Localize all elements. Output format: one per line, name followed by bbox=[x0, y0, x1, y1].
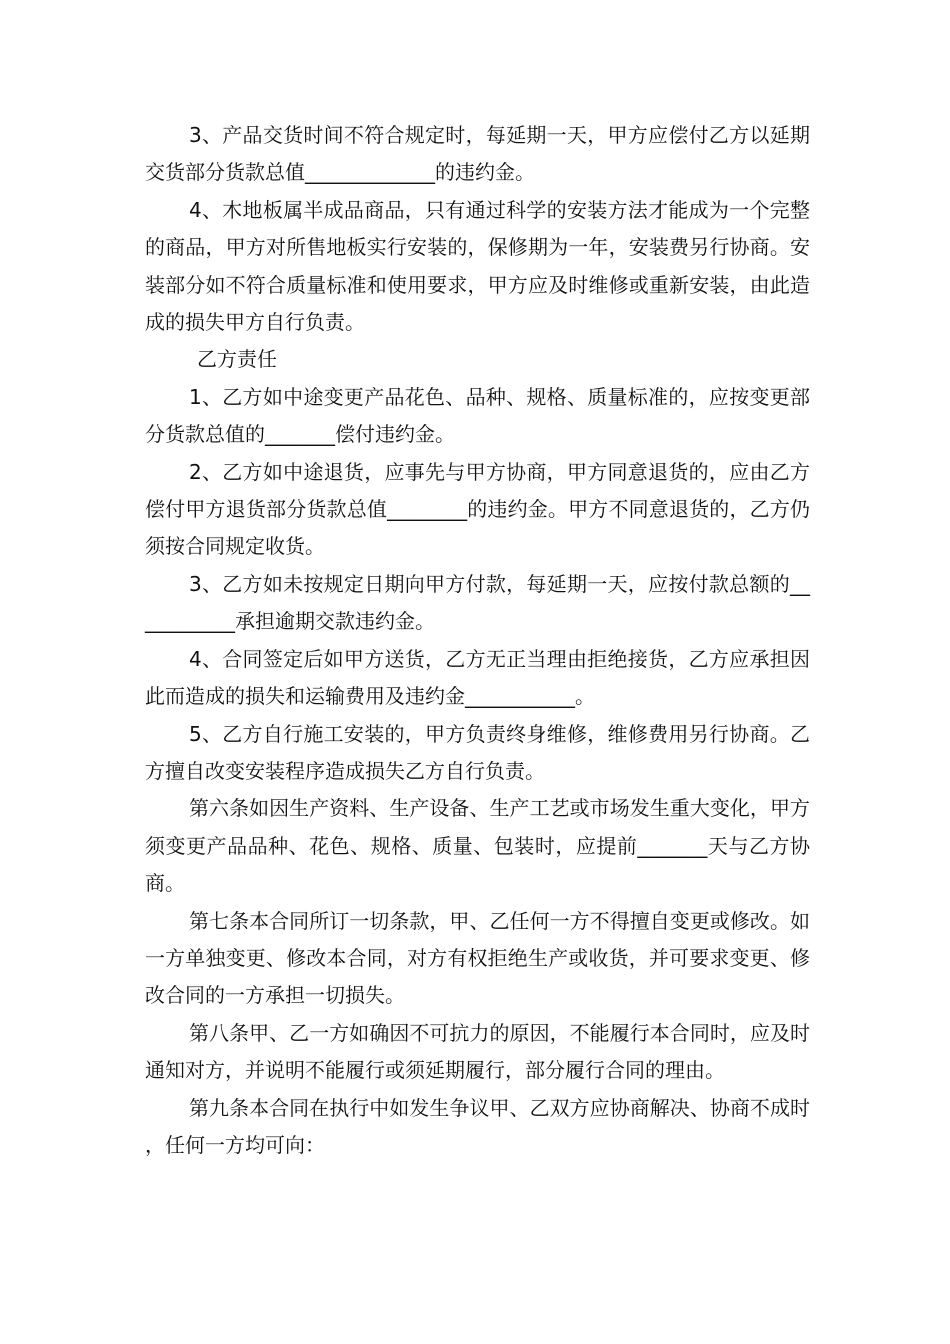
contract-text bbox=[145, 117, 810, 1164]
clause-party-b-2: 2、乙方如中途退货，应事先与甲方协商，甲方同意退货的，应由乙方偿付甲方退货部分货款总值________的违约金。甲方不同意退货的，乙方仍须按合同规定收货。 bbox=[145, 459, 810, 559]
clause-party-b-5: 5、乙方自行施工安装的，甲方负责终身维修，维修费用另行协商。乙方擅自改变安装程序造成损失乙方自行负责。 bbox=[145, 721, 810, 783]
section-heading-party-b-liability: 乙方责任 bbox=[197, 347, 277, 372]
article-8: 第八条甲、乙一方如确因不可抗力的原因，不能履行本合同时，应及时通知对方，并说明不能履行或须延期履行，部分履行合同的理由。 bbox=[145, 1020, 810, 1083]
clause-party-b-1: 1、乙方如中途变更产品花色、品种、规格、质量标准的，应按变更部分货款总值的_______偿付违约金。 bbox=[145, 384, 810, 447]
article-6: 第六条如因生产资料、生产设备、生产工艺或市场发生重大变化，甲方须变更产品品种、花色、规格、质量、包装时，应提前_______天与乙方协商。 bbox=[145, 796, 810, 896]
clause-party-a-3: 3、产品交货时间不符合规定时，每延期一天，甲方应偿付乙方以延期交货部分货款总值_____________的违约金。 bbox=[145, 123, 810, 185]
clause-party-b-4: 4、合同签定后如甲方送货，乙方无正当理由拒绝接货，乙方应承担因此而造成的损失和运输费用及违约金___________。 bbox=[145, 646, 810, 709]
clause-party-b-3: 3、乙方如未按规定日期向甲方付款，每延期一天，应按付款总额的___________承担逾期交款违约金。 bbox=[145, 571, 810, 634]
article-9: 第九条本合同在执行中如发生争议甲、乙双方应协商解决、协商不成时，任何一方均可向： bbox=[145, 1095, 810, 1157]
article-7: 第七条本合同所订一切条款，甲、乙任何一方不得擅自变更或修改。如一方单独变更、修改本合同，对方有权拒绝生产或收货，并可要求变更、修改合同的一方承担一切损失。 bbox=[145, 908, 810, 1008]
clause-party-a-4: 4、木地板属半成品商品，只有通过科学的安装方法才能成为一个完整的商品，甲方对所售地板实行安装的，保修期为一年，安装费另行协商。安装部分如不符合质量标准和使用要求，甲方应及时维修或重新安装，由此造成的损失甲方自行负责。 bbox=[145, 197, 810, 335]
